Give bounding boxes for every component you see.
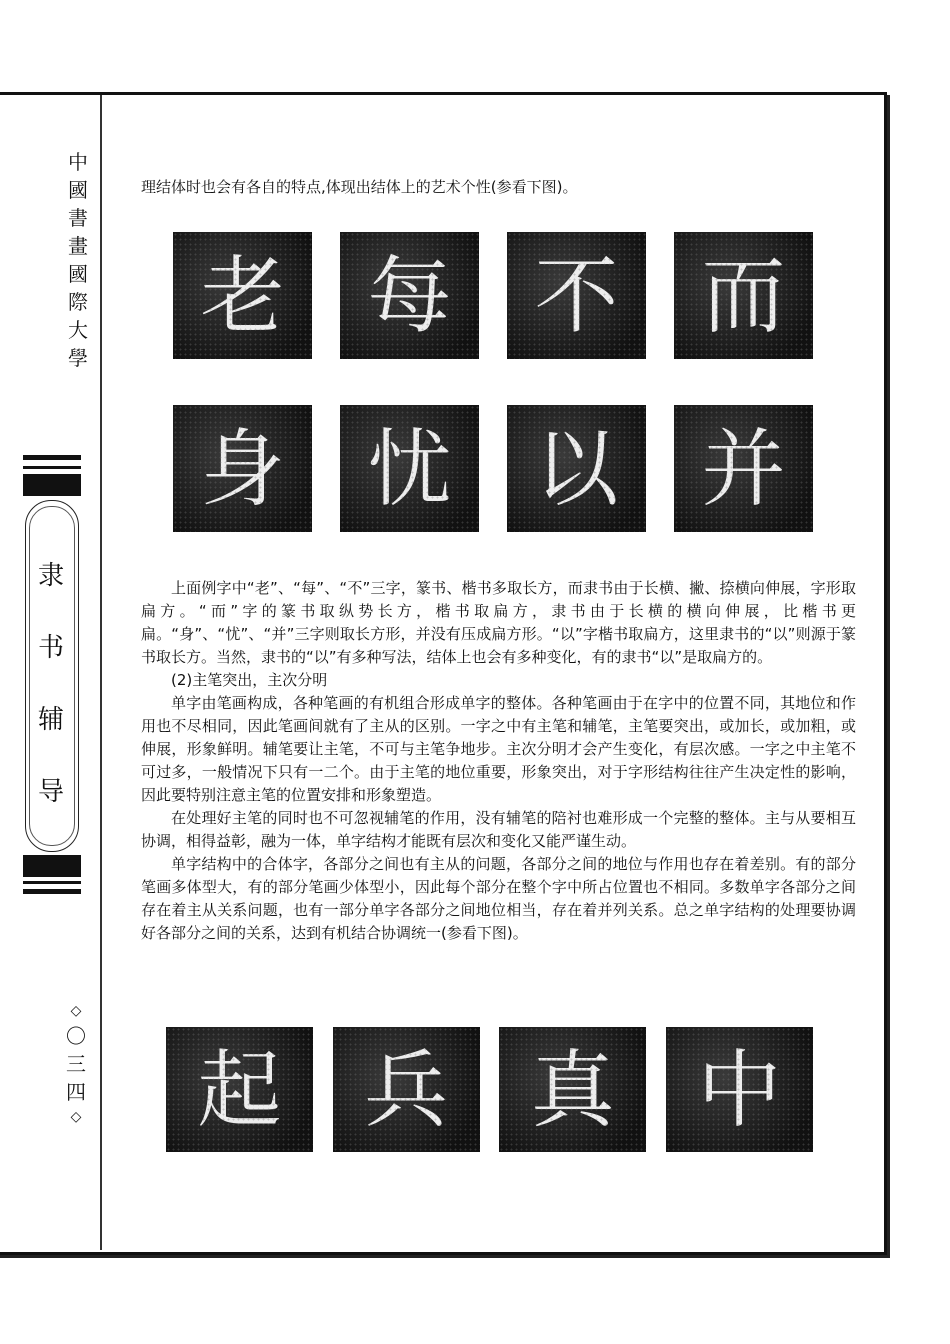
ornament-bar [23,474,81,496]
page-number: ◇ 〇 三 四 ◇ [64,1000,88,1128]
figure1-row2 [173,405,813,532]
body-text [141,577,856,945]
calligraphy-sample: 忧 [340,405,479,532]
ornament-bar [23,455,81,460]
figure1-row1 [173,232,813,359]
calligraphy-sample: 身 [173,405,312,532]
ornament-bar [23,466,81,469]
calligraphy-sample: 并 [674,405,813,532]
calligraphy-sample: 以 [507,405,646,532]
subheading: (2)主笔突出，主次分明 [171,671,328,689]
ornament-bar [23,855,81,877]
figure2-row [166,1027,813,1152]
calligraphy-sample: 兵 [333,1027,480,1152]
paragraph: 上面例字中“老”、“每”、“不”三字，篆书、楷书多取长方，而隶书由于长横、撇、捺横向伸展，字形取扁方。“而”字的篆书取纵势长方，楷书取扁方，隶书由于长横的横向伸展，比楷书更扁。“身”、“忧”、“并”三字则取长方形，并没有压成扁方形。“以”字楷书取扁方，这里隶书的“以”则源于篆书取长方。当然，隶书的“以”有多种写法，结体上也会有多种变化，有的隶书“以”是取扁方的。 [141,579,856,666]
calligraphy-sample: 不 [507,232,646,359]
paragraph: 单字由笔画构成，各种笔画的有机组合形成单字的整体。各种笔画由于在字中的位置不同，其地位和作用也不尽相同，因此笔画间就有了主从的区别。一字之中有主笔和辅笔，主笔要突出，或加长，或加粗，或伸展，形象鲜明。辅笔要让主笔，不可与主笔争地步。主次分明才会产生变化，有层次感。一字之中主笔不可过多，一般情况下只有一二个。由于主笔的地位重要，形象突出，对于字形结构往往产生决定性的影响，因此要特别注意主笔的位置安排和形象塑造。 [141,694,856,804]
diamond-icon: ◇ [70,1003,82,1019]
calligraphy-sample: 而 [674,232,813,359]
ornament-bar [23,889,81,894]
calligraphy-sample: 中 [666,1027,813,1152]
diamond-icon: ◇ [70,1109,82,1125]
calligraphy-sample: 真 [499,1027,646,1152]
school-name: 中 國 書 畫 國 際 大 學 [68,150,88,370]
calligraphy-sample: 每 [340,232,479,359]
calligraphy-sample: 起 [166,1027,313,1152]
ornament-bar [23,881,81,884]
paragraph: 单字结构中的合体字，各部分之间也有主从的问题，各部分之间的地位与作用也存在着差别。有的部分笔画多体型大，有的部分笔画少体型小，因此每个部分在整个字中所占位置也不相同。多数单字各部分之间存在着主从关系问题，也有一部分单字各部分之间地位相当，存在着并列关系。总之单字结构的处理要协调好各部分之间的关系，达到有机结合协调统一(参看下图)。 [141,855,856,942]
calligraphy-sample: 老 [173,232,312,359]
paragraph: 在处理好主笔的同时也不可忽视辅笔的作用，没有辅笔的陪衬也难形成一个完整的整体。主与从要相互协调，相得益彰，融为一体，单字结构才能既有层次和变化又能严谨生动。 [141,809,856,850]
intro-paragraph: 理结体时也会有各自的特点,体现出结体上的艺术个性(参看下图)。 [141,178,578,196]
sidebar-divider [100,95,102,1250]
section-title: 隶 书 辅 导 [37,561,64,807]
